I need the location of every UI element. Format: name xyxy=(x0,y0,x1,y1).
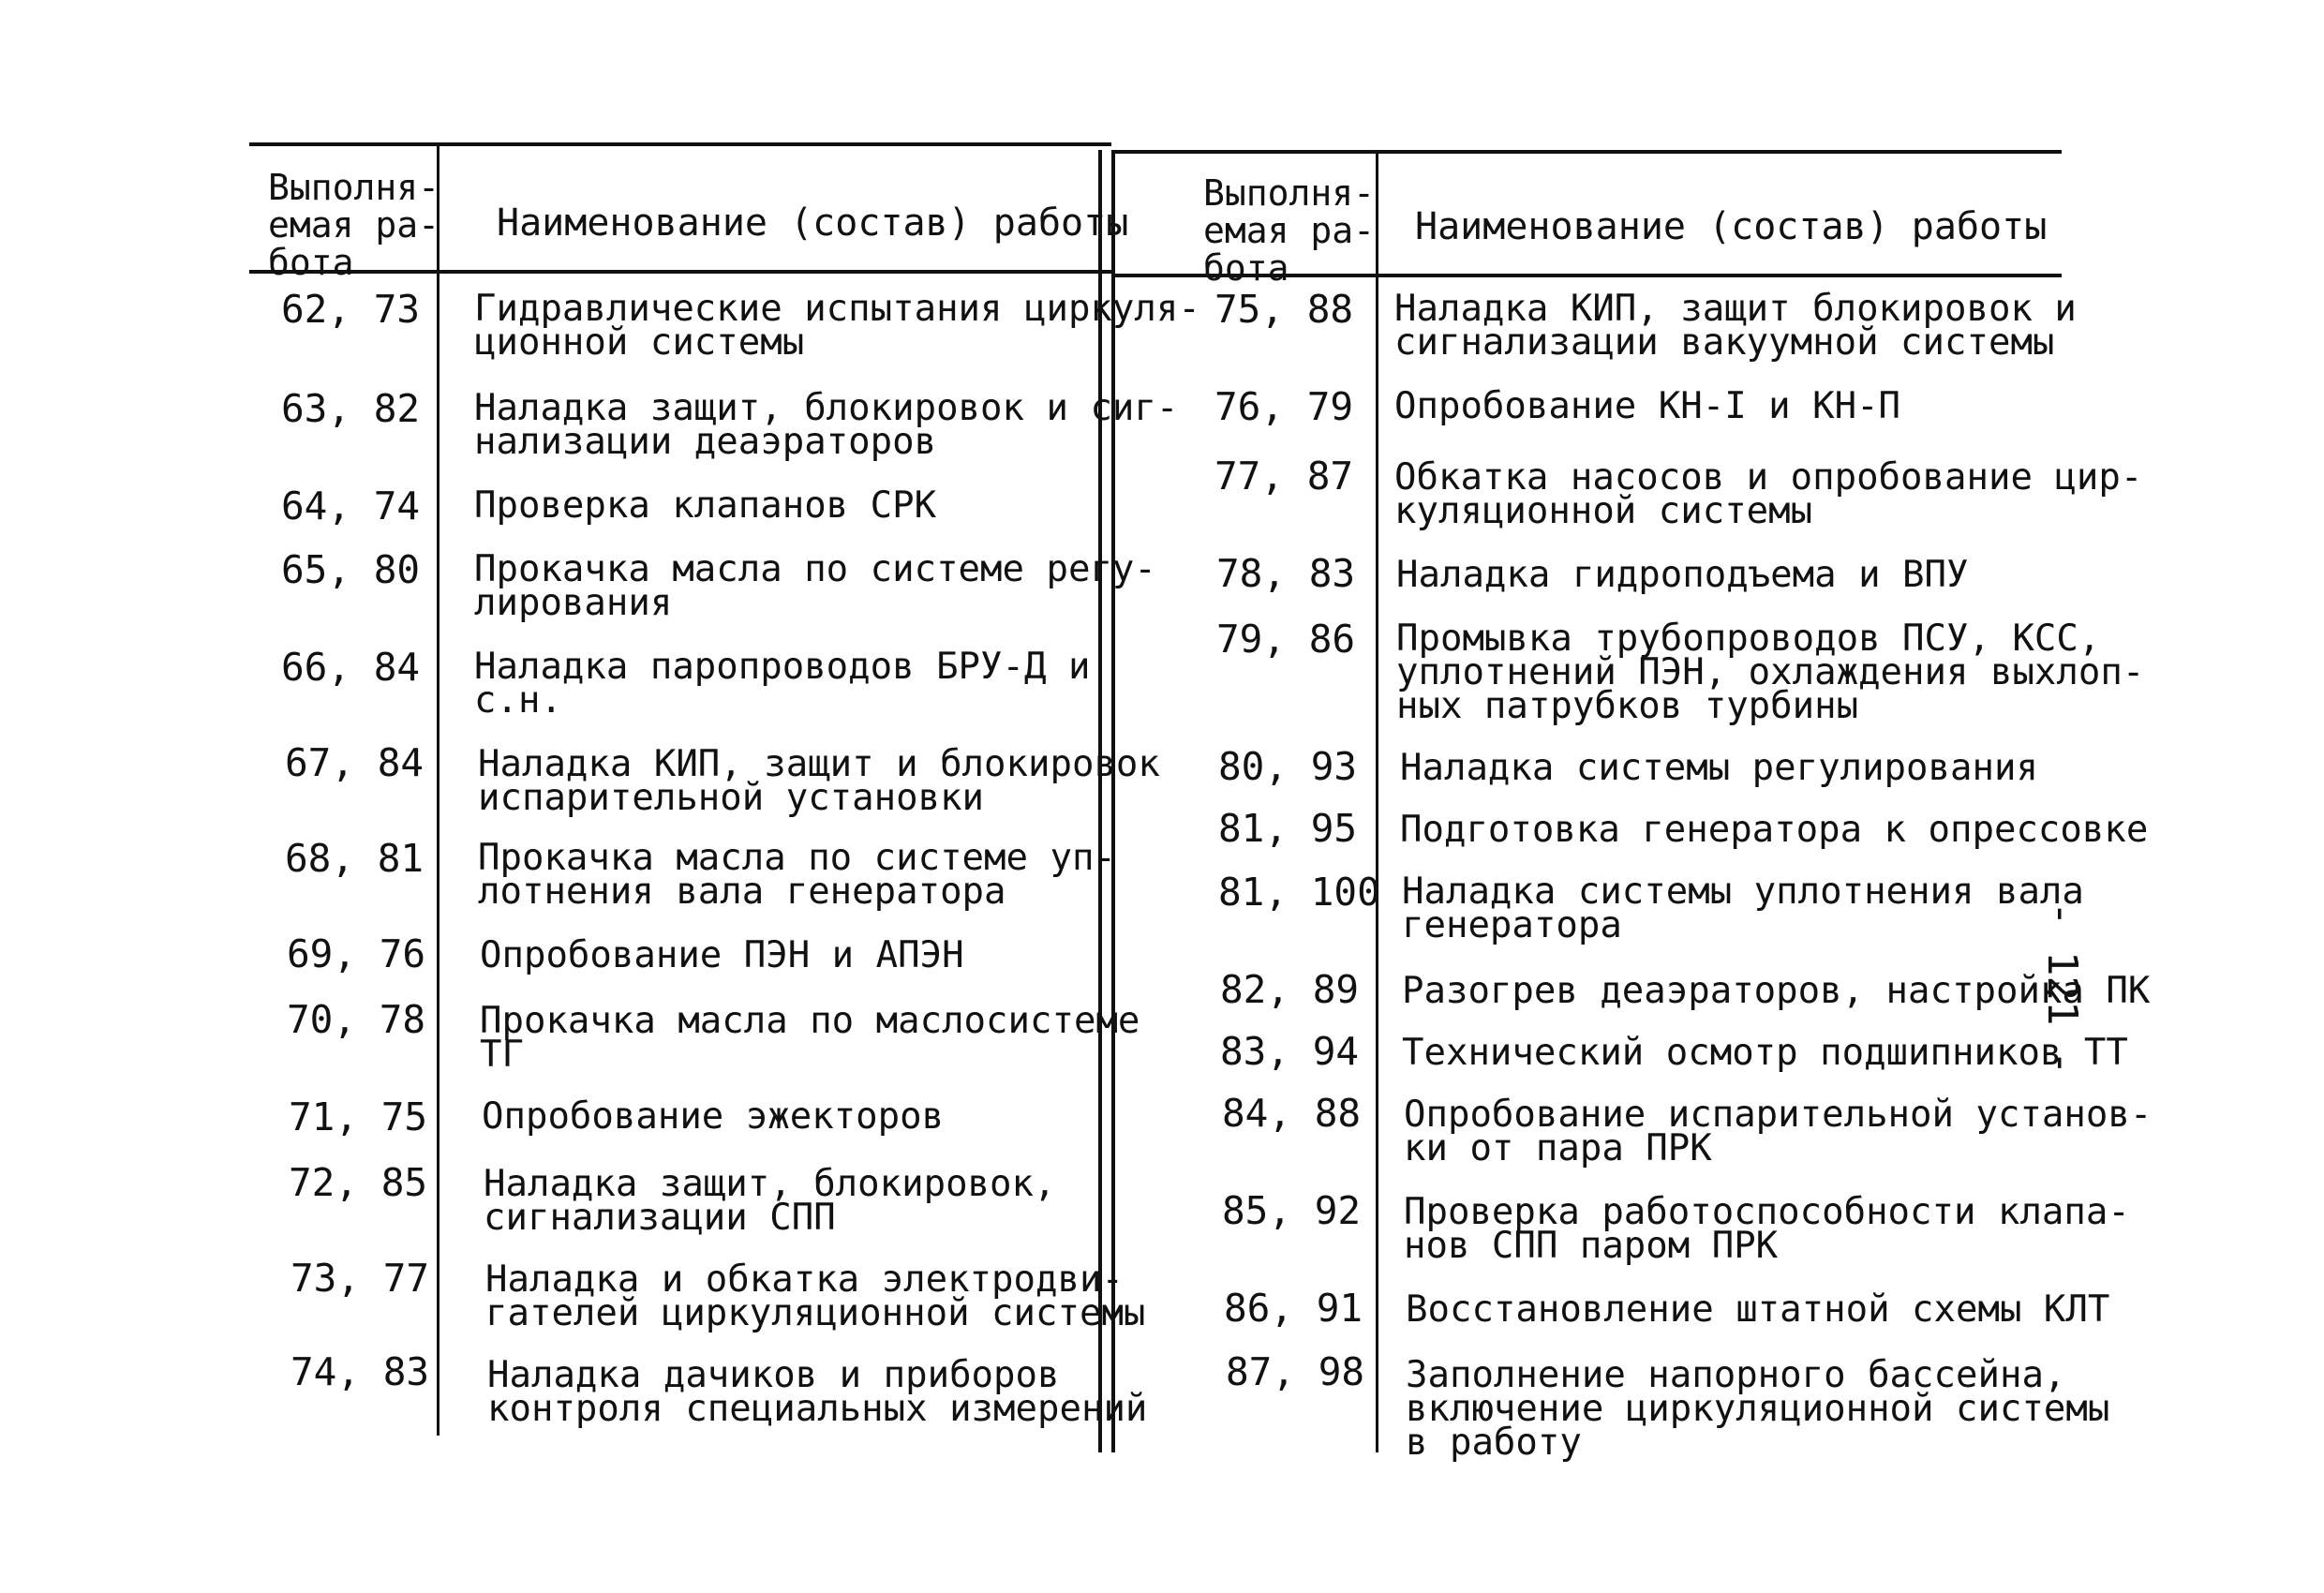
left-row-13-code: 74, 83 xyxy=(290,1349,430,1394)
left-row-3-code: 64, 74 xyxy=(281,484,421,529)
right-row-7-name: Подготовка генератора к опрессовке xyxy=(1400,809,2149,851)
left-row-7-name: Прокачка масла по системе уп- лотнения вала генератора xyxy=(478,837,1116,913)
right-row-13-name: Восстановление штатной схемы КЛТ xyxy=(1406,1288,2110,1331)
right-row-12-name: Проверка работоспособности клапа- нов СПП паром ПРК xyxy=(1404,1191,2130,1267)
left-column-divider xyxy=(437,142,439,1436)
right-row-7-code: 81, 95 xyxy=(1218,806,1358,851)
left-row-2-code: 63, 82 xyxy=(281,386,421,431)
left-name-header: Наименование (состав) работы xyxy=(497,201,1129,245)
right-row-6-name: Наладка системы регулирования xyxy=(1400,747,2038,789)
page-number: - 121 - xyxy=(2038,901,2086,1076)
right-row-1-name: Наладка КИП, защит блокировок и сигнализации вакуумной системы xyxy=(1394,288,2077,364)
right-row-10-code: 83, 94 xyxy=(1220,1029,1360,1074)
left-row-6-name: Наладка КИП, защит и блокировок испарительной установки xyxy=(478,743,1160,819)
right-row-9-name: Разогрев деаэраторов, настройка ПК xyxy=(1402,970,2151,1012)
right-row-12-code: 85, 92 xyxy=(1222,1188,1362,1233)
right-column-divider xyxy=(1376,150,1378,1452)
right-row-6-code: 80, 93 xyxy=(1218,744,1358,789)
left-row-12-code: 73, 77 xyxy=(290,1256,430,1301)
right-row-2-code: 76, 79 xyxy=(1214,384,1354,429)
right-row-14-name: Заполнение напорного бассейна, включение циркуляционной системы в работу xyxy=(1406,1354,2110,1464)
right-row-5-name: Промывка трубопроводов ПСУ, КСС, уплотнений ПЭН, охлаждения выхлоп- ных патрубков турбины xyxy=(1396,618,2145,727)
left-row-3-name: Проверка клапанов СРК xyxy=(474,484,937,527)
left-code-header: Выполня- емая ра- бота xyxy=(268,167,440,283)
left-row-11-name: Наладка защит, блокировок, сигнализации СПП xyxy=(484,1163,1056,1239)
right-row-13-code: 86, 91 xyxy=(1224,1286,1363,1331)
right-row-8-code: 81, 100 xyxy=(1218,870,1380,915)
left-row-1-code: 62, 73 xyxy=(281,287,421,332)
left-row-10-name: Опробование эжекторов xyxy=(482,1095,945,1138)
right-row-5-code: 79, 86 xyxy=(1216,617,1356,662)
table-top-rule-left xyxy=(249,142,1111,146)
right-row-14-code: 87, 98 xyxy=(1226,1349,1365,1394)
right-row-4-name: Наладка гидроподъема и ВПУ xyxy=(1396,554,1969,596)
left-row-4-code: 65, 80 xyxy=(281,547,421,592)
left-row-13-name: Наладка дачиков и приборов контроля специальных измерений xyxy=(487,1354,1148,1430)
right-row-2-name: Опробование КН-I и КН-П xyxy=(1394,385,1901,427)
right-row-1-code: 75, 88 xyxy=(1214,287,1354,332)
right-row-3-code: 77, 87 xyxy=(1214,454,1354,499)
left-row-8-code: 69, 76 xyxy=(287,931,426,976)
left-row-7-code: 68, 81 xyxy=(285,836,425,881)
right-code-header: Выполня- емая ра- бота xyxy=(1203,172,1376,289)
table-top-rule-right xyxy=(1111,150,2062,154)
right-name-header: Наименование (состав) работы xyxy=(1415,205,2048,248)
left-row-2-name: Наладка защит, блокировок и сиг- нализации деаэраторов xyxy=(474,387,1179,463)
left-row-9-name: Прокачка масла по маслосистеме ТГ xyxy=(480,1000,1140,1076)
left-row-4-name: Прокачка масла по системе регу- лирования xyxy=(474,548,1156,624)
right-row-9-code: 82, 89 xyxy=(1220,967,1360,1012)
left-row-9-code: 70, 78 xyxy=(287,997,426,1042)
left-row-10-code: 71, 75 xyxy=(289,1094,428,1139)
left-row-6-code: 67, 84 xyxy=(285,740,425,785)
left-row-11-code: 72, 85 xyxy=(289,1160,428,1205)
left-row-5-name: Наладка паропроводов БРУ-Д и с.н. xyxy=(474,646,1091,722)
left-row-5-code: 66, 84 xyxy=(281,645,421,690)
right-row-11-code: 84, 88 xyxy=(1222,1091,1362,1136)
left-row-12-name: Наладка и обкатка электродви- гателей циркуляционной системы xyxy=(485,1258,1146,1334)
left-row-8-name: Опробование ПЭН и АПЭН xyxy=(480,934,964,976)
right-row-3-name: Обкатка насосов и опробование цир- куляционной системы xyxy=(1394,456,2143,532)
right-row-4-code: 78, 83 xyxy=(1216,551,1356,596)
right-row-8-name: Наладка системы уплотнения вала генератора xyxy=(1402,871,2084,946)
right-row-11-name: Опробование испарительной установ- ки от пара ПРК xyxy=(1404,1094,2153,1169)
left-row-1-name: Гидравлические испытания циркуля- ционной системы xyxy=(474,288,1200,364)
right-row-10-name: Технический осмотр подшипников ТТ xyxy=(1402,1032,2128,1074)
